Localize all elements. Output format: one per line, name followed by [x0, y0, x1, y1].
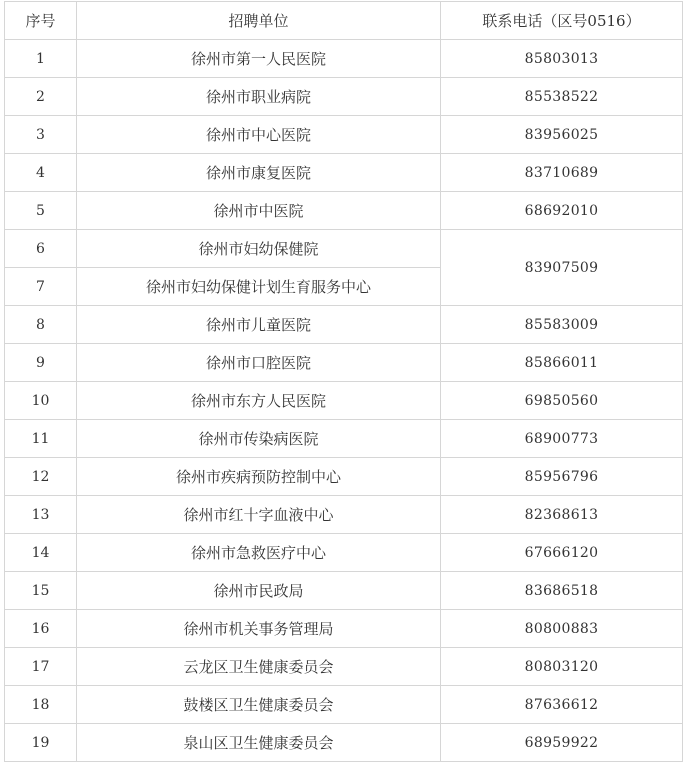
cell-no: 18: [5, 686, 77, 724]
cell-phone-merged: 83907509: [441, 230, 683, 306]
cell-unit: 徐州市传染病医院: [77, 420, 441, 458]
table-row: [5, 420, 683, 458]
table-row: [5, 116, 683, 154]
cell-unit: 徐州市第一人民医院: [77, 40, 441, 78]
header-unit: 招聘单位: [77, 2, 441, 40]
cell-no: 12: [5, 458, 77, 496]
cell-unit: 徐州市妇幼保健院: [77, 230, 441, 268]
table-header-row: [5, 2, 683, 40]
header-phone: 联系电话（区号0516）: [441, 2, 683, 40]
cell-no: 11: [5, 420, 77, 458]
cell-phone: 87636612: [441, 686, 683, 724]
table-row: [5, 344, 683, 382]
cell-no: 9: [5, 344, 77, 382]
cell-unit: 泉山区卫生健康委员会: [77, 724, 441, 762]
cell-no: 17: [5, 648, 77, 686]
cell-no: 14: [5, 534, 77, 572]
table-row: [5, 78, 683, 116]
cell-no: 13: [5, 496, 77, 534]
cell-unit: 徐州市儿童医院: [77, 306, 441, 344]
cell-no: 6: [5, 230, 77, 268]
cell-phone: 85866011: [441, 344, 683, 382]
cell-no: 8: [5, 306, 77, 344]
cell-phone: 69850560: [441, 382, 683, 420]
cell-phone: 83956025: [441, 116, 683, 154]
table-row: [5, 648, 683, 686]
cell-unit: 徐州市口腔医院: [77, 344, 441, 382]
cell-phone: 68900773: [441, 420, 683, 458]
cell-unit: 徐州市妇幼保健计划生育服务中心: [77, 268, 441, 306]
cell-no: 5: [5, 192, 77, 230]
cell-phone: 68692010: [441, 192, 683, 230]
table-row: [5, 724, 683, 762]
cell-no: 7: [5, 268, 77, 306]
cell-no: 10: [5, 382, 77, 420]
contact-table: [4, 1, 683, 762]
table-row: [5, 572, 683, 610]
cell-unit: 徐州市中心医院: [77, 116, 441, 154]
cell-phone: 85583009: [441, 306, 683, 344]
cell-no: 3: [5, 116, 77, 154]
cell-phone: 67666120: [441, 534, 683, 572]
table-row: [5, 686, 683, 724]
cell-phone: 83686518: [441, 572, 683, 610]
header-no: 序号: [5, 2, 77, 40]
cell-no: 4: [5, 154, 77, 192]
cell-no: 19: [5, 724, 77, 762]
cell-no: 16: [5, 610, 77, 648]
table-row: [5, 154, 683, 192]
cell-phone: 85803013: [441, 40, 683, 78]
cell-unit: 徐州市中医院: [77, 192, 441, 230]
cell-unit: 徐州市机关事务管理局: [77, 610, 441, 648]
cell-no: 15: [5, 572, 77, 610]
table-row: [5, 534, 683, 572]
cell-phone: 80800883: [441, 610, 683, 648]
table-row: [5, 458, 683, 496]
cell-unit: 云龙区卫生健康委员会: [77, 648, 441, 686]
table-row: [5, 496, 683, 534]
table-row: [5, 230, 683, 268]
cell-no: 2: [5, 78, 77, 116]
cell-unit: 鼓楼区卫生健康委员会: [77, 686, 441, 724]
cell-unit: 徐州市疾病预防控制中心: [77, 458, 441, 496]
table-row: [5, 40, 683, 78]
cell-unit: 徐州市民政局: [77, 572, 441, 610]
cell-phone: 80803120: [441, 648, 683, 686]
cell-phone: 82368613: [441, 496, 683, 534]
cell-unit: 徐州市急救医疗中心: [77, 534, 441, 572]
cell-phone: 85538522: [441, 78, 683, 116]
table-row: [5, 610, 683, 648]
cell-unit: 徐州市康复医院: [77, 154, 441, 192]
table-row: [5, 306, 683, 344]
cell-phone: 85956796: [441, 458, 683, 496]
cell-no: 1: [5, 40, 77, 78]
cell-unit: 徐州市东方人民医院: [77, 382, 441, 420]
cell-phone: 83710689: [441, 154, 683, 192]
table-row: [5, 192, 683, 230]
table-row: [5, 382, 683, 420]
cell-unit: 徐州市红十字血液中心: [77, 496, 441, 534]
cell-unit: 徐州市职业病院: [77, 78, 441, 116]
cell-phone: 68959922: [441, 724, 683, 762]
